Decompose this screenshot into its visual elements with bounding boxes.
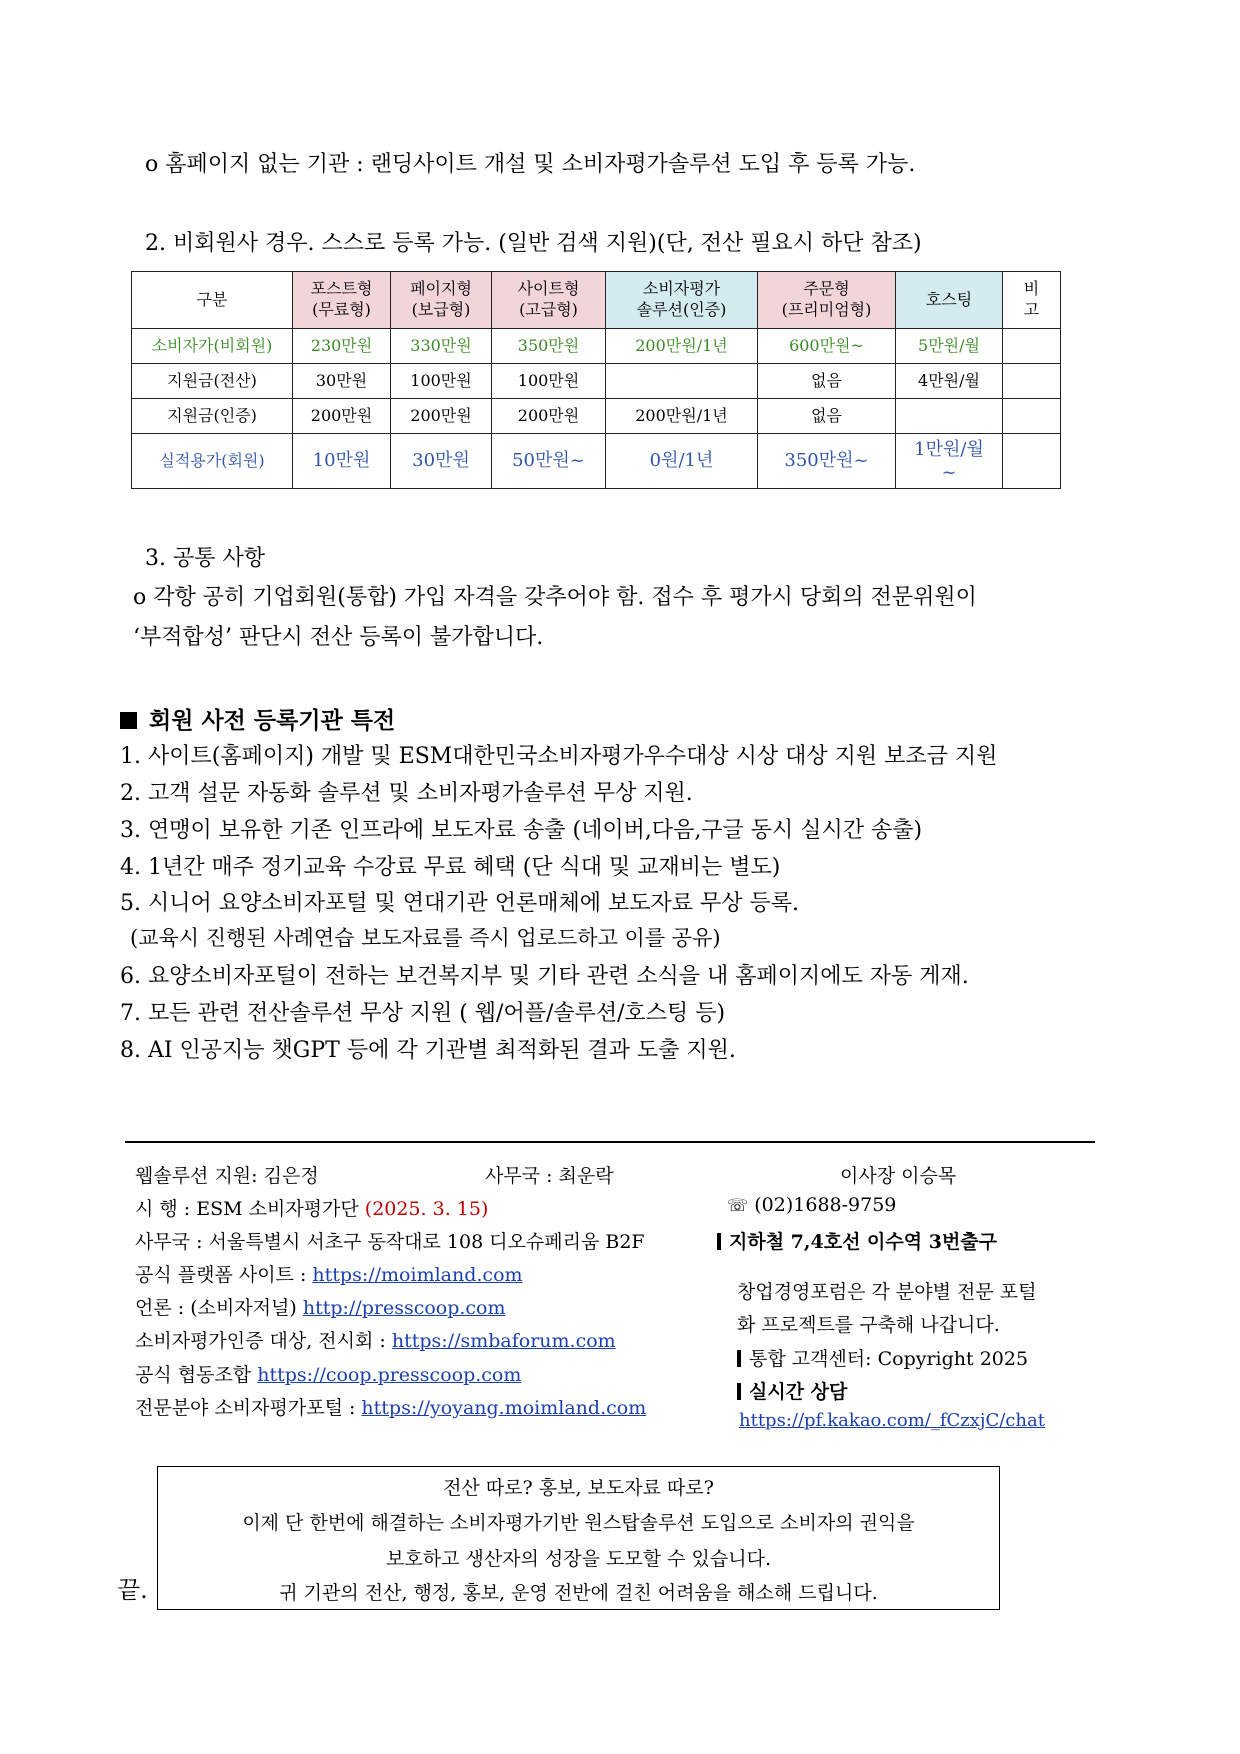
table-cell	[1003, 399, 1061, 434]
table-cell: 600만원~	[758, 329, 896, 364]
row-label: 지원금(인증)	[132, 399, 293, 434]
benefit-item: 4. 1년간 매주 정기교육 수강료 무료 혜택 (단 식대 및 교재비는 별도)	[120, 855, 781, 880]
homepage-less-notice: o 홈페이지 없는 기관 : 랜딩사이트 개설 및 소비자평가솔루션 도입 후 등록 가능.	[145, 152, 916, 177]
table-cell: 200만원	[492, 399, 606, 434]
header-eval-solution: 소비자평가 솔루션(인증)	[606, 272, 758, 329]
table-cell: 없음	[758, 364, 896, 399]
customer-center: 통합 고객센터: Copyright 2025	[737, 1344, 1028, 1371]
header-category: 구분	[132, 272, 293, 329]
table-cell: 1만원/월 ~	[896, 434, 1003, 489]
benefit-item: 6. 요양소비자포털이 전하는 보건복지부 및 기타 관련 소식을 내 홈페이지에도 자동 게재.	[120, 964, 969, 989]
price-table	[131, 271, 1061, 489]
web-support: 웹솔루션 지원: 김은정	[135, 1165, 319, 1187]
portal-link[interactable]: https://yoyang.moimland.com	[361, 1397, 647, 1419]
phone-icon: ☏	[727, 1196, 749, 1216]
table-cell: 4만원/월	[896, 364, 1003, 399]
header-custom: 주문형 (프리미엄형)	[758, 272, 896, 329]
press-line: 언론 : (소비자저널) http://presscoop.com	[135, 1297, 506, 1319]
header-post: 포스트형 (무료형)	[293, 272, 391, 329]
box-line: 전산 따로? 홍보, 보도자료 따로?	[443, 1477, 714, 1499]
table-cell: 100만원	[391, 364, 492, 399]
header-remarks: 비 고	[1003, 272, 1061, 329]
row-label: 소비자가(비회원)	[132, 329, 293, 364]
press-link[interactable]: http://presscoop.com	[302, 1297, 506, 1319]
phone-line: ☏ (02)1688-9759	[727, 1194, 897, 1216]
square-bullet-icon	[120, 712, 137, 729]
table-cell: 10만원	[293, 434, 391, 489]
table-cell	[606, 364, 758, 399]
end-mark: 끝.	[117, 1576, 148, 1604]
office-head: 사무국 : 최운락	[485, 1165, 614, 1187]
benefits-heading: 회원 사전 등록기관 특전	[120, 702, 395, 735]
table-cell	[1003, 329, 1061, 364]
box-line: 보호하고 생산자의 성장을 도모할 수 있습니다.	[386, 1548, 771, 1570]
coop-line: 공식 협동조합 https://coop.presscoop.com	[135, 1364, 522, 1386]
table-cell: 0원/1년	[606, 434, 758, 489]
benefit-item: 7. 모든 관련 전산솔루션 무상 지원 ( 웹/어플/솔루션/호스팅 등)	[120, 1001, 726, 1026]
section-3-text: ‘부적합성’ 판단시 전산 등록이 불가합니다.	[133, 625, 544, 650]
benefit-item: 8. AI 인공지능 챗GPT 등에 각 기관별 최적화된 결과 도출 지원.	[120, 1038, 736, 1063]
table-row	[132, 399, 1061, 434]
table-cell: 200만원	[293, 399, 391, 434]
platform-line: 공식 플랫폼 사이트 : https://moimland.com	[135, 1264, 523, 1286]
header-site: 사이트형 (고급형)	[492, 272, 606, 329]
table-row	[132, 434, 1061, 489]
bar-icon	[737, 1383, 741, 1400]
table-cell: 350만원	[492, 329, 606, 364]
summary-box	[157, 1466, 1000, 1610]
benefit-item: 1. 사이트(홈페이지) 개발 및 ESM대한민국소비자평가우수대상 시상 대상 지원 보조금 지원	[120, 744, 998, 769]
bar-icon	[737, 1350, 741, 1367]
table-cell: 350만원~	[758, 434, 896, 489]
address: 사무국 : 서울특별시 서초구 동작대로 108 디오슈페리움 B2F	[135, 1231, 645, 1253]
cert-line: 소비자평가인증 대상, 전시회 : https://smbaforum.com	[135, 1330, 616, 1352]
header-page: 페이지형 (보급형)	[391, 272, 492, 329]
subway-info: 지하철 7,4호선 이수역 3번출구	[717, 1227, 997, 1254]
table-cell: 200만원/1년	[606, 329, 758, 364]
cert-link[interactable]: https://smbaforum.com	[391, 1330, 616, 1352]
box-line: 귀 기관의 전산, 행정, 홍보, 운영 전반에 걸친 어려움을 해소해 드립니다.	[279, 1582, 878, 1604]
footer-divider	[125, 1141, 1095, 1143]
row-label: 실적용가(회원)	[132, 434, 293, 489]
table-cell: 200만원	[391, 399, 492, 434]
table-cell: 50만원~	[492, 434, 606, 489]
forum-text: 창업경영포럼은 각 분야별 전문 포털	[737, 1281, 1037, 1303]
table-header-row	[132, 272, 1061, 329]
section-3-heading: 3. 공통 사항	[145, 546, 265, 571]
benefit-item: (교육시 진행된 사례연습 보도자료를 즉시 업로드하고 이를 공유)	[130, 926, 721, 950]
table-cell	[896, 399, 1003, 434]
table-cell: 5만원/월	[896, 329, 1003, 364]
table-cell	[1003, 364, 1061, 399]
table-cell: 330만원	[391, 329, 492, 364]
forum-text: 화 프로젝트를 구축해 나갑니다.	[737, 1314, 1000, 1336]
table-cell: 30만원	[391, 434, 492, 489]
box-line: 이제 단 한번에 해결하는 소비자평가기반 원스탑솔루션 도입으로 소비자의 권익을	[242, 1512, 915, 1534]
table-row	[132, 329, 1061, 364]
table-cell	[1003, 434, 1061, 489]
table-cell: 없음	[758, 399, 896, 434]
row-label: 지원금(전산)	[132, 364, 293, 399]
header-hosting: 호스팅	[896, 272, 1003, 329]
platform-link[interactable]: https://moimland.com	[312, 1264, 523, 1286]
host-line: 시 행 : ESM 소비자평가단 (2025. 3. 15)	[135, 1198, 489, 1220]
benefit-item: 5. 시니어 요양소비자포털 및 연대기관 언론매체에 보도자료 무상 등록.	[120, 891, 799, 916]
benefit-item: 3. 연맹이 보유한 기존 인프라에 보도자료 송출 (네이버,다음,구글 동시 실시간 송출)	[120, 818, 923, 843]
table-cell: 100만원	[492, 364, 606, 399]
portal-line: 전문분야 소비자평가포털 : https://yoyang.moimland.com	[135, 1397, 647, 1419]
live-consult: 실시간 상담	[737, 1377, 847, 1404]
kakao-link[interactable]: https://pf.kakao.com/_fCzxjC/chat	[739, 1410, 1045, 1431]
bar-icon	[717, 1233, 721, 1250]
section-2-heading: 2. 비회원사 경우. 스스로 등록 가능. (일반 검색 지원)(단, 전산 필요시 하단 참조)	[145, 231, 922, 256]
chairman: 이사장 이승목	[840, 1165, 957, 1187]
coop-link[interactable]: https://coop.presscoop.com	[257, 1364, 522, 1386]
table-cell: 30만원	[293, 364, 391, 399]
table-cell: 200만원/1년	[606, 399, 758, 434]
table-cell: 230만원	[293, 329, 391, 364]
section-3-text: o 각항 공히 기업회원(통합) 가입 자격을 갖추어야 함. 접수 후 평가시 당회의 전문위원이	[133, 585, 977, 610]
table-row	[132, 364, 1061, 399]
benefit-item: 2. 고객 설문 자동화 솔루션 및 소비자평가솔루션 무상 지원.	[120, 781, 693, 806]
